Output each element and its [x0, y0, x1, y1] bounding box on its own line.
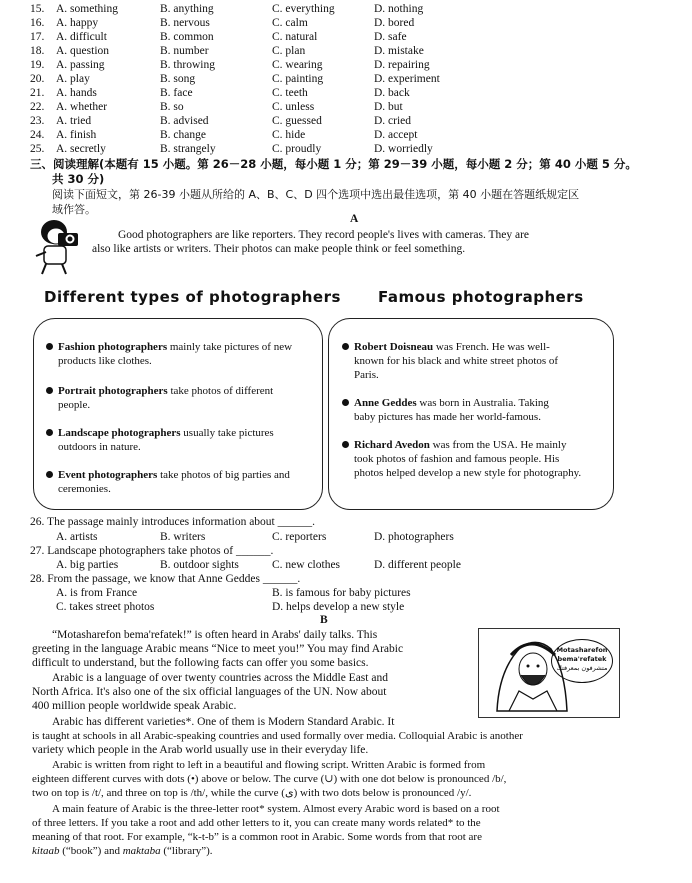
b-p4-l2: eighteen different curves with dots (•) above or below. The curve (∪) with one dot below is pronounced /b/,: [32, 773, 507, 785]
q26-option-c: C. reporters: [272, 531, 327, 543]
type-desc-cont: people.: [58, 399, 91, 411]
question-28: 28. From the passage, we know that Anne Geddes ______.: [30, 573, 301, 585]
type-desc-cont: outdoors in nature.: [58, 441, 141, 453]
b-p5-l4-part2: (“book”) and: [59, 845, 123, 857]
type-name: Portrait photographers: [58, 385, 168, 397]
photographer-type-item: [58, 468, 314, 496]
answer-option-c: C. everything: [272, 3, 335, 15]
heading-famous-photographers: Famous photographers: [378, 288, 584, 306]
passage-a-letter: A: [350, 213, 359, 225]
photographer-desc-cont2: Paris.: [354, 369, 379, 381]
answer-option-a: A. play: [56, 73, 90, 85]
photographer-type-item: [58, 426, 314, 454]
b-p4-l1: Arabic is written from right to left in a beautiful and flowing script. Written Arabic is formed from: [52, 759, 486, 771]
photographer-desc: was born in Australia. Taking: [416, 397, 549, 409]
bullet-icon: [46, 343, 53, 350]
photographer-name: Robert Doisneau: [354, 341, 434, 353]
answer-option-a: A. happy: [56, 17, 99, 29]
answer-option-d: D. bored: [374, 17, 415, 29]
section-title: 三、阅读理解(本题有 15 小题。第 26－28 小题，每小题 1 分；第 29－39 小题，每小题 2 分；第 40 小题 5 分。: [30, 157, 637, 171]
section-title-cont: 共 30 分): [52, 172, 105, 186]
b-p3-l1: Arabic has different varieties*. One of them is Modern Standard Arabic. It: [52, 716, 395, 728]
question-27: 27. Landscape photographers take photos of ______.: [30, 545, 274, 557]
answer-option-c: C. unless: [272, 101, 315, 113]
type-desc: take photos of different: [167, 385, 274, 397]
answer-number: 15.: [30, 3, 45, 15]
answer-option-b: B. song: [160, 73, 196, 85]
answer-option-d: D. repairing: [374, 59, 430, 71]
answer-option-a: A. finish: [56, 129, 97, 141]
q27-option-a: A. big parties: [56, 559, 119, 571]
answer-option-d: D. back: [374, 87, 410, 99]
section-instruction-cont: 域作答。: [52, 203, 96, 216]
b-p1-l1: “Motasharefon bema'refatek!” is often heard in Arabs' daily talks. This: [52, 629, 378, 641]
passage-a-intro-line2: also like artists or writers. Their photos can make people think or feel something.: [92, 243, 466, 255]
answer-option-c: C. calm: [272, 17, 308, 29]
type-name: Event photographers: [58, 469, 158, 481]
answer-option-d: D. but: [374, 101, 403, 113]
answer-option-d: D. safe: [374, 31, 407, 43]
speech-bubble: [551, 639, 613, 683]
type-desc-cont: products like clothes.: [58, 355, 152, 367]
bullet-icon: [46, 429, 53, 436]
arab-man-image: [478, 628, 620, 718]
q27-option-b: B. outdoor sights: [160, 559, 239, 571]
word-maktaba: maktaba: [122, 845, 161, 857]
b-p5-l1: A main feature of Arabic is the three-letter root* system. Almost every Arabic word is based on a root: [52, 803, 500, 815]
b-p2-l2: North Africa. It's also one of the six official languages of the UN. Now about: [32, 686, 387, 698]
famous-photographer-item: [354, 438, 606, 480]
q27-option-c: C. new clothes: [272, 559, 341, 571]
answer-option-d: D. mistake: [374, 45, 424, 57]
q28-option-d: D. helps develop a new style: [272, 601, 405, 613]
answer-option-d: D. experiment: [374, 73, 440, 85]
section-instruction: 阅读下面短文，第 26-39 小题从所给的 A、B、C、D 四个选项中选出最佳选项，第 40 小题在答题纸规定区: [52, 188, 580, 201]
bubble-line2: bema'refatek: [557, 655, 607, 663]
b-p1-l3: difficult to understand, but the following facts can offer you some basics.: [32, 657, 369, 669]
answer-option-d: D. worriedly: [374, 143, 433, 155]
answer-option-c: C. wearing: [272, 59, 323, 71]
b-p4-l3: two on top is /t/, and three on top is /th/, while the curve (ى) with two dots below is pronounced /y/.: [32, 787, 472, 799]
answer-option-d: D. nothing: [374, 3, 424, 15]
bullet-icon: [342, 343, 349, 350]
answer-option-c: C. teeth: [272, 87, 308, 99]
b-p3-l3: variety which people in the Arab world usually use in their everyday life.: [32, 744, 369, 756]
b-p2-l1: Arabic is a language of over twenty countries across the Middle East and: [52, 672, 388, 684]
b-p5-l4-part4: (“library”).: [160, 845, 213, 857]
answer-option-a: A. difficult: [56, 31, 107, 43]
answer-option-c: C. guessed: [272, 115, 322, 127]
photographer-cartoon-image: [32, 216, 84, 276]
photographer-desc-cont2: photos helped develop a new style for photography.: [354, 467, 582, 479]
answer-number: 21.: [30, 87, 45, 99]
word-kitaab: kitaab: [32, 845, 60, 857]
answer-option-b: B. number: [160, 45, 209, 57]
type-desc: mainly take pictures of new: [167, 341, 293, 353]
q28-option-b: B. is famous for baby pictures: [272, 587, 411, 599]
answer-option-c: C. painting: [272, 73, 324, 85]
answer-number: 20.: [30, 73, 45, 85]
answer-number: 16.: [30, 17, 45, 29]
bullet-icon: [46, 387, 53, 394]
passage-b-letter: B: [320, 614, 328, 626]
answer-option-a: A. hands: [56, 87, 97, 99]
bullet-icon: [342, 399, 349, 406]
photographer-type-item: [58, 384, 314, 412]
type-name: Landscape photographers: [58, 427, 181, 439]
q28-option-c: C. takes street photos: [56, 601, 155, 613]
type-desc-cont: ceremonies.: [58, 483, 111, 495]
bubble-arabic: متشرفون بمعرفتك: [556, 664, 608, 672]
question-26: 26. The passage mainly introduces information about ______.: [30, 516, 315, 528]
answer-number: 24.: [30, 129, 45, 141]
b-p3-l2: is taught at schools in all Arabic-speaking countries and used formally over media. Colloquial Arabic is another: [32, 730, 523, 742]
q26-option-d: D. photographers: [374, 531, 454, 543]
answer-number: 19.: [30, 59, 45, 71]
answer-option-b: B. advised: [160, 115, 209, 127]
b-p5-l2: of three letters. If you take a root and add other letters to it, you can create many words related* to the: [32, 817, 481, 829]
photographer-desc-cont: known for his black and white street photos of: [354, 355, 559, 367]
photographer-desc: was from the USA. He mainly: [429, 439, 567, 451]
type-desc: take photos of big parties and: [157, 469, 290, 481]
q26-option-a: A. artists: [56, 531, 98, 543]
answer-number: 18.: [30, 45, 45, 57]
answer-option-b: B. change: [160, 129, 206, 141]
answer-number: 23.: [30, 115, 45, 127]
answer-option-c: C. natural: [272, 31, 318, 43]
answer-option-b: B. nervous: [160, 17, 210, 29]
famous-photographer-item: [354, 396, 606, 424]
bubble-line1: Motasharefon: [556, 646, 608, 654]
answer-option-b: B. face: [160, 87, 193, 99]
answer-option-b: B. so: [160, 101, 184, 113]
answer-number: 25.: [30, 143, 45, 155]
answer-option-b: B. anything: [160, 3, 214, 15]
passage-a-intro-line1: Good photographers are like reporters. They record people's lives with cameras. They are: [118, 229, 530, 241]
b-p2-l3: 400 million people worldwide speak Arabic.: [32, 700, 237, 712]
answer-option-b: B. strangely: [160, 143, 216, 155]
answer-option-a: A. passing: [56, 59, 105, 71]
answer-option-a: A. secretly: [56, 143, 106, 155]
answer-number: 22.: [30, 101, 45, 113]
heading-different-types: Different types of photographers: [44, 288, 341, 306]
b-p1-l2: greeting in the language Arabic means “Nice to meet you!” You may find Arabic: [32, 643, 404, 655]
photographer-name: Richard Avedon: [354, 439, 430, 451]
answer-option-d: D. cried: [374, 115, 412, 127]
photographer-desc-cont: took photos of fashion and famous people. His: [354, 453, 560, 465]
photographer-name: Anne Geddes: [354, 397, 417, 409]
q27-option-d: D. different people: [374, 559, 461, 571]
photographer-desc-cont: baby pictures has made her world-famous.: [354, 411, 541, 423]
b-p5-l4: [32, 844, 213, 858]
photographer-desc: was French. He was well-: [433, 341, 550, 353]
q28-option-a: A. is from France: [56, 587, 138, 599]
answer-option-c: C. hide: [272, 129, 306, 141]
answer-option-c: C. proudly: [272, 143, 322, 155]
answer-option-b: B. common: [160, 31, 214, 43]
photographer-type-item: [58, 340, 314, 368]
type-desc: usually take pictures: [180, 427, 274, 439]
q26-option-b: B. writers: [160, 531, 206, 543]
answer-option-a: A. something: [56, 3, 118, 15]
answer-number: 17.: [30, 31, 45, 43]
bullet-icon: [342, 441, 349, 448]
answer-option-a: A. whether: [56, 101, 108, 113]
answer-option-b: B. throwing: [160, 59, 215, 71]
type-name: Fashion photographers: [58, 341, 168, 353]
b-p5-l3: meaning of that root. For example, “k-t-b” is a common root in Arabic. Some words from that root are: [32, 831, 482, 843]
answer-option-d: D. accept: [374, 129, 418, 141]
answer-option-a: A. question: [56, 45, 110, 57]
bullet-icon: [46, 471, 53, 478]
answer-option-c: C. plan: [272, 45, 306, 57]
answer-option-a: A. tried: [56, 115, 92, 127]
famous-photographer-item: [354, 340, 606, 382]
